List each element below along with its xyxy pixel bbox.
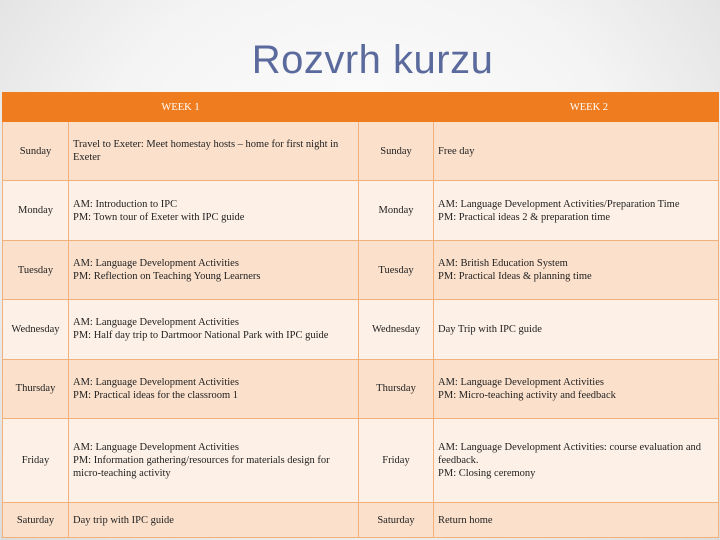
activity-line: AM: Language Development Activities [73, 317, 239, 329]
activity-line: AM: Language Development Activities/Preparation Time [438, 198, 680, 210]
week1-day-cell: Saturday [3, 503, 69, 538]
activity-line: PM: Information gathering/resources for materials design for micro-teaching activity [73, 455, 330, 480]
activity-line: PM: Micro-teaching activity and feedback [438, 389, 616, 401]
week2-activity-cell [434, 503, 719, 538]
activity-line: PM: Reflection on Teaching Young Learners [73, 271, 261, 283]
week2-header: WEEK 2 [359, 93, 719, 122]
week2-day-cell: Tuesday [359, 240, 434, 299]
activity-line: AM: Language Development Activities: course evaluation and feedback. [438, 442, 702, 467]
activity-line: AM: Language Development Activities [438, 376, 604, 388]
week1-day-cell: Sunday [3, 122, 69, 181]
week2-activity-cell [434, 240, 719, 299]
week1-activity-cell [69, 359, 359, 418]
activity-line: AM: Language Development Activities [73, 376, 239, 388]
activity-line: Free day [438, 145, 475, 157]
activity-line: Day trip with IPC guide [73, 514, 174, 526]
activity-line: Day Trip with IPC guide [438, 323, 542, 335]
week2-day-cell: Friday [359, 419, 434, 503]
week1-activity-cell [69, 503, 359, 538]
week2-activity-cell [434, 300, 719, 359]
slide-title: Rozvrh kurzu [251, 38, 494, 82]
activity-line: PM: Half day trip to Dartmoor National Park with IPC guide [73, 330, 329, 342]
week1-activity-cell [69, 181, 359, 240]
week1-day-cell: Monday [3, 181, 69, 240]
week1-day-cell: Thursday [3, 359, 69, 418]
week1-day-cell: Tuesday [3, 240, 69, 299]
week2-day-cell: Monday [359, 181, 434, 240]
week2-day-cell: Saturday [359, 503, 434, 538]
activity-line: AM: Language Development Activities [73, 258, 239, 270]
table-row [3, 240, 719, 299]
activity-line: AM: Introduction to IPC [73, 198, 178, 210]
week1-activity-cell [69, 240, 359, 299]
activity-line: PM: Practical ideas 2 & preparation time [438, 211, 611, 223]
week1-activity-cell [69, 300, 359, 359]
week2-day-cell: Wednesday [359, 300, 434, 359]
activity-line: PM: Town tour of Exeter with IPC guide [73, 211, 245, 223]
header-row [3, 93, 719, 122]
table-row [3, 503, 719, 538]
week2-activity-cell [434, 122, 719, 181]
week1-activity-cell [69, 122, 359, 181]
week1-day-cell: Friday [3, 419, 69, 503]
table-row [3, 122, 719, 181]
week2-activity-cell [434, 419, 719, 503]
activity-line: PM: Closing ceremony [438, 468, 536, 480]
week1-day-cell: Wednesday [3, 300, 69, 359]
week2-activity-cell [434, 359, 719, 418]
schedule-table [2, 92, 719, 538]
table-row [3, 181, 719, 240]
activity-line: AM: Language Development Activities [73, 442, 239, 454]
week2-day-cell: Thursday [359, 359, 434, 418]
activity-line: PM: Practical ideas for the classroom 1 [73, 389, 239, 401]
activity-line: Travel to Exeter: Meet homestay hosts – home for first night in Exeter [73, 139, 339, 164]
activity-line: PM: Practical Ideas & planning time [438, 271, 592, 283]
week2-day-cell: Sunday [359, 122, 434, 181]
activity-line: Return home [438, 514, 493, 526]
week1-header: WEEK 1 [3, 93, 359, 122]
week1-activity-cell [69, 419, 359, 503]
table-row [3, 419, 719, 503]
week2-activity-cell [434, 181, 719, 240]
table-row [3, 359, 719, 418]
activity-line: AM: British Education System [438, 258, 568, 270]
table-row [3, 300, 719, 359]
